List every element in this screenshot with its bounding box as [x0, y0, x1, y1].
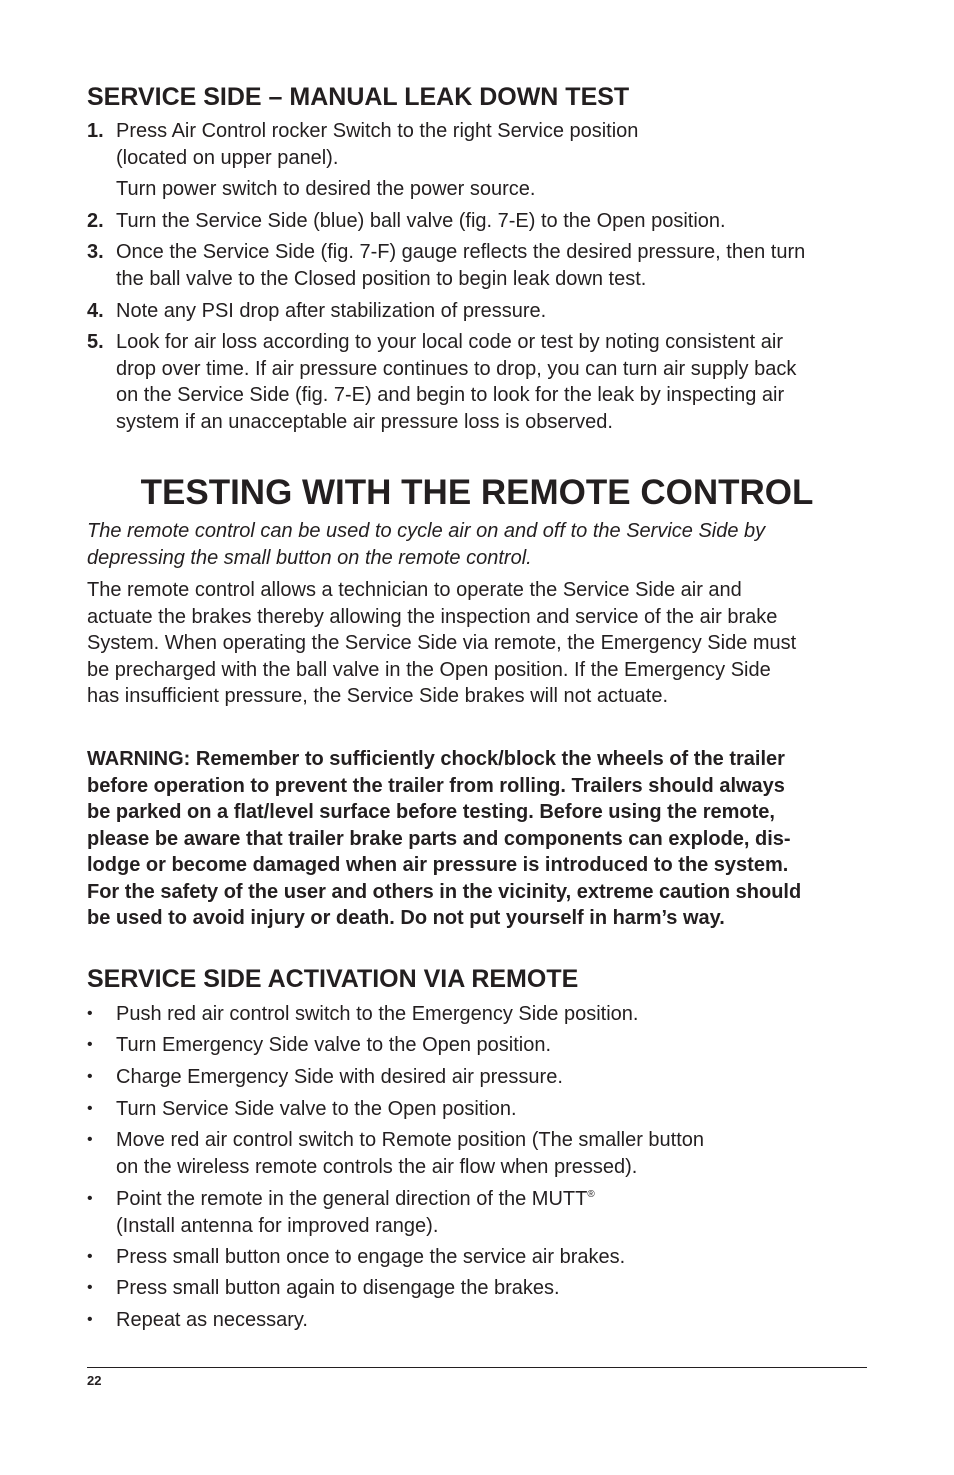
- step-number: 1.: [87, 120, 104, 142]
- warning-line: please be aware that trailer brake parts and components can explode, dis-: [87, 827, 791, 850]
- warning-paragraph: [87, 746, 877, 932]
- body-line: The remote control allows a technician to operate the Service Side air and: [87, 579, 742, 601]
- step-number: 5.: [87, 331, 104, 353]
- bullet-icon: •: [87, 1279, 93, 1296]
- warning-line: WARNING: Remember to sufficiently chock/block the wheels of the trailer: [87, 748, 785, 770]
- step-line: Look for air loss according to your local code or test by noting consistent air: [116, 331, 784, 353]
- step-line: Turn the Service Side (blue) ball valve (fig. 7-E) to the Open position.: [116, 210, 726, 232]
- list-item-text: on the wireless remote controls the air flow when pressed).: [116, 1155, 638, 1178]
- list-item-text: Move red air control switch to Remote position (The smaller button: [116, 1129, 705, 1151]
- step-line: on the Service Side (fig. 7-E) and begin to look for the leak by inspecting air: [116, 384, 785, 406]
- intro-line: The remote control can be used to cycle air on and off to the Service Side by: [87, 520, 766, 542]
- bullet-icon: •: [87, 1068, 93, 1085]
- section-heading-leak-down-test: SERVICE SIDE – MANUAL LEAK DOWN TEST: [87, 83, 630, 111]
- footer-divider: [87, 1367, 867, 1368]
- page-title: TESTING WITH THE REMOTE CONTROL: [140, 473, 814, 512]
- list-item-text: Turn Service Side valve to the Open position.: [116, 1098, 517, 1120]
- intro-line: depressing the small button on the remote control.: [87, 546, 532, 569]
- warning-line: be used to avoid injury or death. Do not put yourself in harm’s way.: [87, 907, 725, 929]
- list-item-text: (Install antenna for improved range).: [116, 1214, 439, 1237]
- list-item-text: Charge Emergency Side with desired air pressure.: [116, 1066, 563, 1088]
- bullet-icon: •: [87, 1190, 93, 1207]
- list-item-text: Turn Emergency Side valve to the Open position.: [116, 1034, 552, 1056]
- body-line: has insufficient pressure, the Service Side brakes will not actuate.: [87, 685, 669, 707]
- list-item-text: Press small button once to engage the service air brakes.: [116, 1246, 626, 1268]
- step-number: 2.: [87, 210, 104, 232]
- body-paragraph: [87, 577, 877, 710]
- step-number: 4.: [87, 300, 104, 322]
- bullet-icon: •: [87, 1311, 93, 1328]
- step-number: 3.: [87, 241, 104, 263]
- warning-line: before operation to prevent the trailer from rolling. Trailers should always: [87, 774, 785, 797]
- list-item-text: Push red air control switch to the Emergency Side position.: [116, 1003, 639, 1025]
- intro-paragraph: [87, 518, 877, 571]
- list-item-text: Repeat as necessary.: [116, 1309, 308, 1331]
- body-line: actuate the brakes thereby allowing the inspection and service of the air brake: [87, 605, 778, 628]
- step-line: the ball valve to the Closed position to begin leak down test.: [116, 267, 647, 290]
- list-item-text: Press small button again to disengage the brakes.: [116, 1277, 560, 1299]
- warning-line: lodge or become damaged when air pressure is introduced to the system.: [87, 854, 789, 876]
- body-line: System. When operating the Service Side via remote, the Emergency Side must: [87, 632, 797, 654]
- section-heading-remote-activation: SERVICE SIDE ACTIVATION VIA REMOTE: [87, 965, 579, 993]
- list-item-text: Point the remote in the general direction of the MUTT: [116, 1188, 588, 1210]
- warning-line: For the safety of the user and others in the vicinity, extreme caution should: [87, 880, 802, 903]
- step-line: drop over time. If air pressure continues to drop, you can turn air supply back: [116, 357, 797, 380]
- warning-line: be parked on a flat/level surface before testing. Before using the remote,: [87, 801, 775, 823]
- bullet-icon: •: [87, 1036, 93, 1053]
- step-line: Turn power switch to desired the power source.: [116, 178, 536, 200]
- step-line: Press Air Control rocker Switch to the right Service position: [116, 120, 639, 142]
- bullet-icon: •: [87, 1131, 93, 1148]
- step-line: (located on upper panel).: [116, 146, 339, 169]
- bullet-icon: •: [87, 1100, 93, 1117]
- bullet-icon: •: [87, 1248, 93, 1265]
- page-number: 22: [87, 1373, 102, 1388]
- body-line: be precharged with the ball valve in the Open position. If the Emergency Side: [87, 658, 771, 681]
- registered-mark: ®: [587, 1189, 595, 1200]
- bullet-icon: •: [87, 1005, 93, 1022]
- step-line: Once the Service Side (fig. 7-F) gauge reflects the desired pressure, then turn: [116, 241, 806, 263]
- step-line: Note any PSI drop after stabilization of pressure.: [116, 300, 547, 322]
- step-line: system if an unacceptable air pressure loss is observed.: [116, 410, 613, 433]
